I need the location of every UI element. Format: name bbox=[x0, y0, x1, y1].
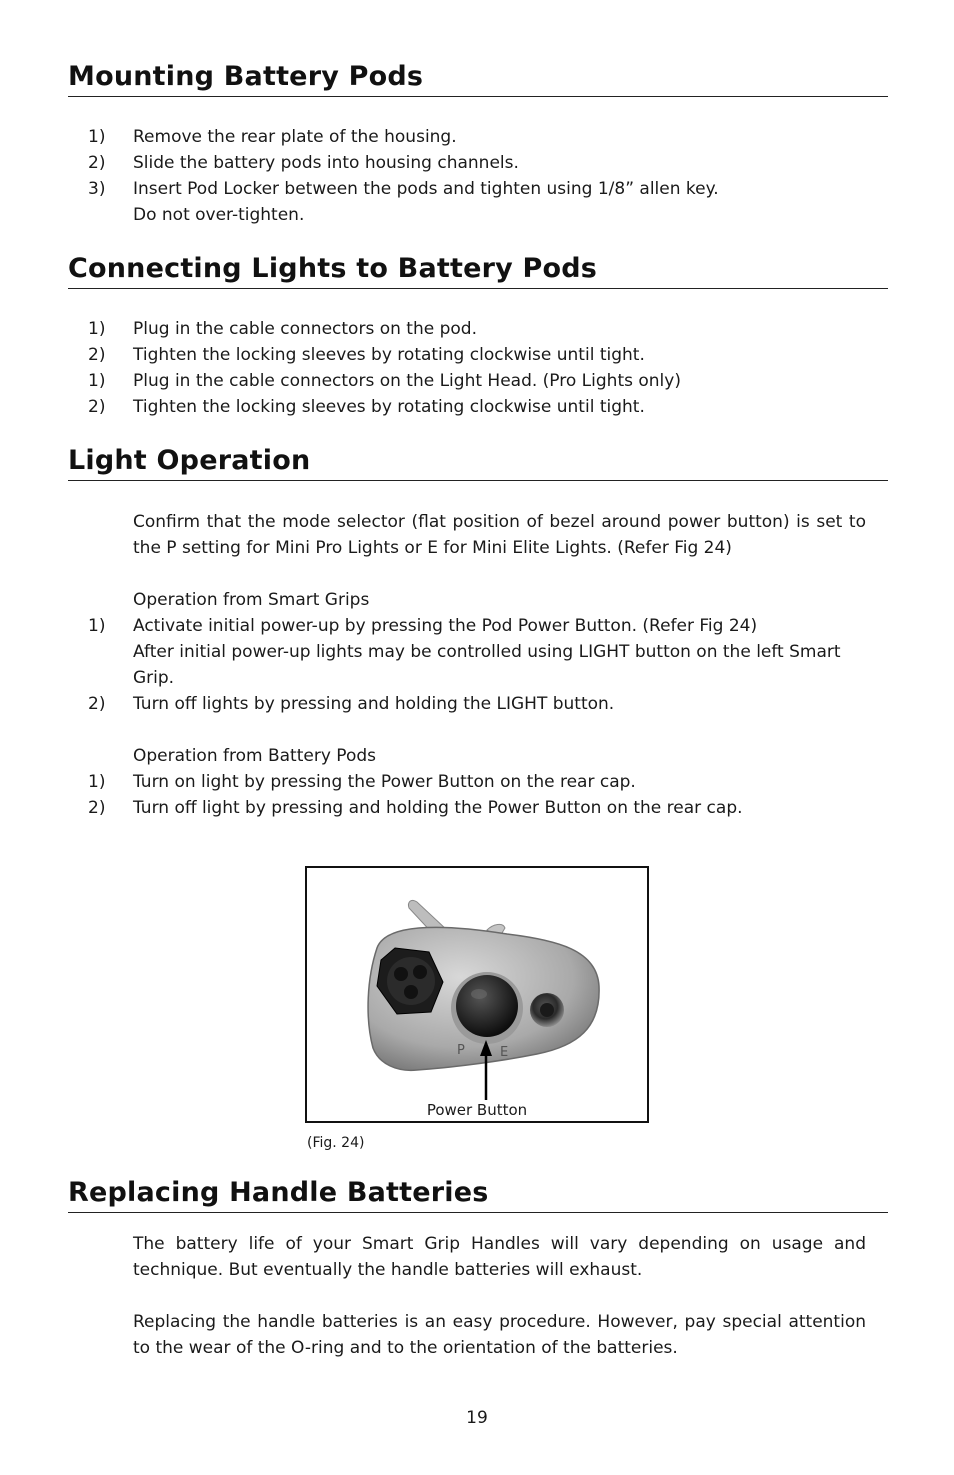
heading-replacing-handle-batteries: Replacing Handle Batteries bbox=[68, 1176, 888, 1213]
list-number: 2) bbox=[88, 345, 106, 365]
page-number: 19 bbox=[466, 1408, 488, 1428]
figure-24 bbox=[305, 866, 649, 1123]
list-item-continuation: Do not over-tighten. bbox=[133, 205, 305, 225]
operation-intro: Confirm that the mode selector (flat position of bezel around power button) is set to the P setting for Mini Pro Lights or E for Mini Elite Lights. (Refer Fig 24) bbox=[133, 512, 866, 558]
list-number: 1) bbox=[88, 371, 106, 391]
list-number: 2) bbox=[88, 153, 106, 173]
list-item: Activate initial power-up by pressing the Pod Power Button. (Refer Fig 24) bbox=[133, 616, 758, 636]
list-item: Turn on light by pressing the Power Button on the rear cap. bbox=[133, 772, 636, 792]
list-item: Tighten the locking sleeves by rotating clockwise until tight. bbox=[133, 397, 645, 417]
list-number: 2) bbox=[88, 397, 106, 417]
figure-caption: (Fig. 24) bbox=[307, 1135, 365, 1151]
list-number: 2) bbox=[88, 694, 106, 714]
list-item: Insert Pod Locker between the pods and tighten using 1/8” allen key. bbox=[133, 179, 719, 199]
list-number: 2) bbox=[88, 798, 106, 818]
list-item: Plug in the cable connectors on the Light Head. (Pro Lights only) bbox=[133, 371, 681, 391]
replacing-paragraph-2: Replacing the handle batteries is an easy procedure. However, pay special attention to the wear of the O-ring and to the orientation of the batteries. bbox=[133, 1312, 866, 1358]
list-item-continuation: After initial power-up lights may be controlled using LIGHT button on the left Smart Grip. bbox=[133, 642, 841, 688]
list-item: Turn off light by pressing and holding the Power Button on the rear cap. bbox=[133, 798, 743, 818]
replacing-paragraph-1: The battery life of your Smart Grip Handles will vary depending on usage and technique. But eventually the handle batteries will exhaust. bbox=[133, 1234, 866, 1280]
list-item: Remove the rear plate of the housing. bbox=[133, 127, 457, 147]
list-item: Tighten the locking sleeves by rotating clockwise until tight. bbox=[133, 345, 645, 365]
subheading-smart-grips: Operation from Smart Grips bbox=[133, 590, 370, 610]
list-number: 3) bbox=[88, 179, 106, 199]
list-item: Slide the battery pods into housing channels. bbox=[133, 153, 519, 173]
list-number: 1) bbox=[88, 616, 106, 636]
power-button-label: Power Button bbox=[426, 1101, 528, 1119]
subheading-battery-pods: Operation from Battery Pods bbox=[133, 746, 376, 766]
list-number: 1) bbox=[88, 127, 106, 147]
mode-mark-p: P bbox=[457, 1043, 465, 1058]
list-item: Plug in the cable connectors on the pod. bbox=[133, 319, 477, 339]
mode-mark-e: E bbox=[500, 1045, 509, 1060]
list-item: Turn off lights by pressing and holding the LIGHT button. bbox=[133, 694, 615, 714]
heading-connecting-lights: Connecting Lights to Battery Pods bbox=[68, 252, 888, 289]
battery-pod-cap-image bbox=[307, 868, 647, 1121]
list-number: 1) bbox=[88, 772, 106, 792]
list-number: 1) bbox=[88, 319, 106, 339]
heading-light-operation: Light Operation bbox=[68, 444, 888, 481]
heading-mounting-battery-pods: Mounting Battery Pods bbox=[68, 60, 888, 97]
